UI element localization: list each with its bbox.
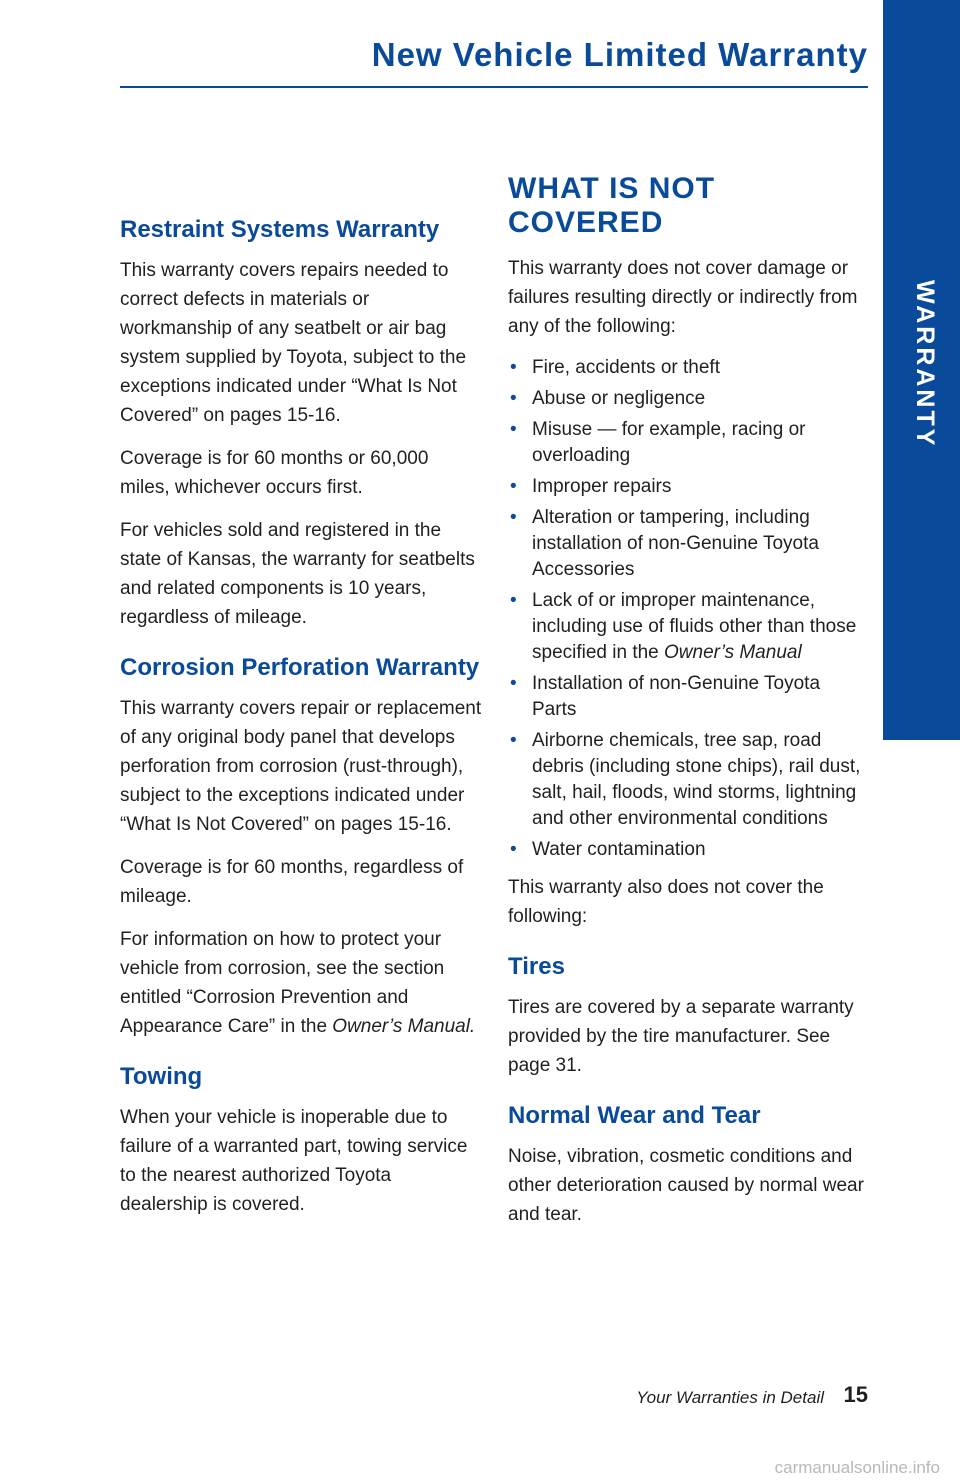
not-covered-section bbox=[508, 172, 868, 931]
not-covered-intro: This warranty does not cover damage or failures resulting directly or indirectly from any of the following: bbox=[508, 258, 858, 337]
bullet-icon: • bbox=[510, 507, 517, 528]
left-column bbox=[120, 216, 482, 1233]
bullet-icon: • bbox=[510, 839, 517, 860]
list-item: • Lack of or improper maintenance, including use of fluids other than those specified in the Owner’s Manual bbox=[510, 590, 857, 663]
list-item: • Airborne chemicals, tree sap, road debris (including stone chips), rail dust, salt, hail, floods, wind storms, lightning and other environmental conditions bbox=[510, 730, 861, 829]
restraint-systems-section bbox=[120, 216, 482, 632]
corrosion-paragraph-1: This warranty covers repair or replacement of any original body panel that develops perforation from corrosion (rust-through), subject to the exceptions indicated under “What Is Not Covered” on pages 15-16. bbox=[120, 698, 482, 835]
wear-heading: Normal Wear and Tear bbox=[508, 1102, 761, 1129]
not-covered-heading: WHAT IS NOT COVERED bbox=[508, 172, 716, 239]
watermark: carmanualsonline.info bbox=[774, 1458, 940, 1477]
owners-manual-reference: Owner’s Manual bbox=[664, 642, 802, 663]
restraint-paragraph-2: Coverage is for 60 months or 60,000 miles, whichever occurs first. bbox=[120, 448, 429, 498]
list-item: • Water contamination bbox=[508, 837, 868, 863]
bullet-icon: • bbox=[510, 388, 517, 409]
corrosion-heading: Corrosion Perforation Warranty bbox=[120, 654, 480, 681]
bullet-icon: • bbox=[510, 476, 517, 497]
bullet-icon: • bbox=[510, 673, 517, 694]
wear-paragraph: Noise, vibration, cosmetic conditions and other deterioration caused by normal wear and tear. bbox=[508, 1146, 864, 1225]
towing-heading: Towing bbox=[120, 1063, 203, 1090]
towing-paragraph: When your vehicle is inoperable due to failure of a warranted part, towing service to the nearest authorized Toyota dealership is covered. bbox=[120, 1107, 468, 1215]
owners-manual-reference: Owner’s Manual. bbox=[332, 1016, 476, 1037]
bullet-icon: • bbox=[510, 419, 517, 440]
page-title: New Vehicle Limited Warranty bbox=[371, 36, 868, 73]
corrosion-section bbox=[120, 654, 482, 1041]
list-item: • Fire, accidents or theft bbox=[508, 355, 868, 381]
towing-section bbox=[120, 1063, 482, 1219]
restraint-paragraph-3: For vehicles sold and registered in the state of Kansas, the warranty for seatbelts and related components is 10 years, regardless of mileage. bbox=[120, 520, 475, 628]
list-item: • Alteration or tampering, including installation of non-Genuine Toyota Accessories bbox=[510, 507, 819, 580]
footer-label: Your Warranties in Detail bbox=[636, 1388, 824, 1407]
list-item: • Abuse or negligence bbox=[508, 386, 868, 412]
list-item: • Installation of non-Genuine Toyota Parts bbox=[510, 673, 821, 720]
corrosion-paragraph-2: Coverage is for 60 months, regardless of mileage. bbox=[120, 857, 464, 907]
tires-paragraph: Tires are covered by a separate warranty provided by the tire manufacturer. See page 31. bbox=[508, 997, 854, 1076]
restraint-paragraph-1: This warranty covers repairs needed to correct defects in materials or workmanship of any seatbelt or air bag system supplied by Toyota, subject to the exceptions indicated under “What Is Not Covered” on pages 15-16. bbox=[120, 260, 467, 426]
bullet-icon: • bbox=[510, 590, 517, 611]
side-tab-label: WARRANTY bbox=[911, 280, 939, 449]
not-covered-outro: This warranty also does not cover the following: bbox=[508, 877, 824, 927]
bullet-icon: • bbox=[510, 730, 517, 751]
bullet-icon: • bbox=[510, 357, 517, 378]
title-divider bbox=[120, 86, 868, 88]
list-item: • Improper repairs bbox=[508, 474, 868, 500]
list-item: • Misuse — for example, racing or overloading bbox=[510, 419, 806, 466]
exclusions-list bbox=[508, 355, 868, 863]
tires-section bbox=[508, 953, 868, 1080]
corrosion-paragraph-3-text: For information on how to protect your vehicle from corrosion, see the section entitled “Corrosion Prevention and Appearance Care” in the bbox=[120, 929, 445, 1037]
corrosion-paragraph-3 bbox=[120, 925, 482, 1041]
right-column bbox=[508, 172, 868, 1243]
restraint-heading: Restraint Systems Warranty bbox=[120, 216, 440, 243]
wear-section bbox=[508, 1102, 868, 1229]
page-number: 15 bbox=[843, 1382, 868, 1407]
tires-heading: Tires bbox=[508, 953, 565, 980]
